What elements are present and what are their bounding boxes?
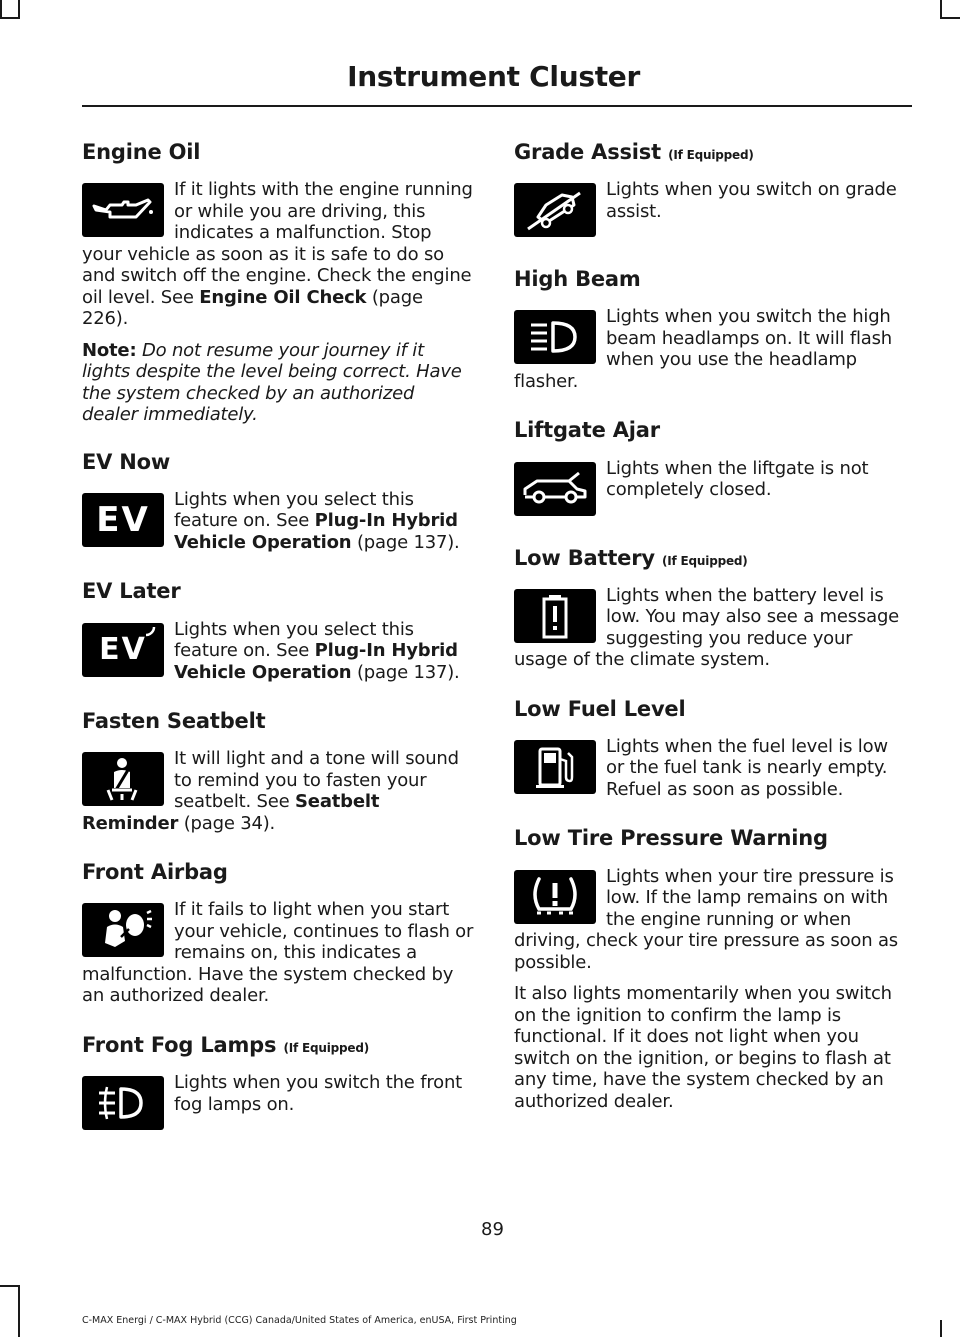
cross-reference-link[interactable]: Seatbelt Reminder — [82, 791, 380, 834]
entry-low-battery — [514, 546, 906, 671]
section-heading: EV Later — [82, 579, 181, 604]
note: Note: Do not resume your journey if it lights despite the level being correct. Have the system checked by an authorized dealer immediately. — [82, 339, 462, 426]
header-rule — [82, 105, 912, 107]
section-heading: Liftgate Ajar — [514, 418, 660, 443]
section-body: Lights when you switch the front fog lamps on. — [174, 1072, 463, 1115]
section-heading: Front Airbag — [82, 860, 228, 885]
right-column — [514, 140, 906, 1138]
section-body: It will light and a tone will sound to remind you to fasten your seatbelt. See Seatbelt Reminder (page 34). — [82, 748, 459, 834]
section-heading: Low Fuel Level — [514, 696, 686, 721]
low-battery-icon — [514, 589, 596, 643]
section-heading: High Beam — [514, 267, 641, 292]
entry-grade-assist — [514, 140, 906, 241]
oil-can-icon — [82, 183, 164, 237]
section-heading: Grade Assist (If Equipped) — [514, 140, 754, 164]
section-body: Lights when the battery level is low. You may also see a message suggesting you reduce your usage of the climate system. — [514, 584, 900, 671]
page-title: Instrument Cluster — [347, 60, 640, 93]
entry-engine-oil — [82, 140, 474, 426]
crop-mark — [940, 0, 942, 17]
section-heading: EV Now — [82, 449, 171, 474]
footer-text: C-MAX Energi / C-MAX Hybrid (CCG) Canada/United States of America, enUSA, First Printing — [82, 1315, 517, 1326]
entry-ev-now — [82, 450, 474, 554]
crop-mark — [18, 0, 20, 17]
cross-reference-link[interactable]: Engine Oil Check — [199, 286, 367, 308]
entry-high-beam — [514, 267, 906, 392]
entry-ev-later — [82, 579, 474, 683]
section-body: Lights when you select this feature on. See Plug-In Hybrid Vehicle Operation (page 137). — [174, 488, 460, 553]
section-heading: Low Battery (If Equipped) — [514, 545, 748, 570]
ev-icon: EV — [82, 493, 164, 547]
airbag-icon — [82, 903, 164, 957]
crop-mark — [18, 1285, 20, 1337]
seatbelt-icon — [82, 752, 164, 806]
section-body: If it lights with the engine running or while you are driving, this indicates a malfunction. Stop your vehicle as soon as it is safe to do so and switch off the engine. Check the engine oil level. See Engine Oil Check (page 226). — [82, 179, 473, 330]
entry-front-airbag — [82, 860, 474, 1007]
crop-mark — [940, 1320, 942, 1337]
section-body: Lights when you select this feature on. See Plug-In Hybrid Vehicle Operation (page 137). — [174, 618, 460, 683]
entry-front-fog-lamps — [82, 1033, 474, 1134]
crop-mark — [0, 1285, 20, 1287]
high-beam-icon — [514, 310, 596, 364]
crop-mark — [0, 17, 20, 19]
entry-liftgate-ajar — [514, 418, 906, 519]
crop-mark — [940, 17, 960, 19]
liftgate-ajar-icon — [514, 462, 596, 516]
page-number: 89 — [481, 1219, 504, 1240]
entry-low-fuel — [514, 697, 906, 801]
section-body: Lights when you switch the high beam headlamps on. It will flash when you use the headlamp flasher. — [514, 306, 892, 392]
tire-pressure-icon — [514, 870, 596, 924]
cross-reference-link[interactable]: Plug-In Hybrid Vehicle Operation — [174, 510, 458, 553]
section-body: Lights when your tire pressure is low. If the lamp remains on with the engine running or when driving, check your tire pressure as soon as possible. — [514, 865, 898, 973]
crop-mark — [0, 0, 2, 17]
left-column — [82, 140, 474, 1160]
section-heading: Engine Oil — [82, 140, 201, 164]
section-body: It also lights momentarily when you switch on the ignition to confirm the lamp is functional. If it does not light when you switch on the ignition, or begins to flash at any time, have the system checked by an authorized dealer. — [514, 983, 892, 1112]
section-heading: Fasten Seatbelt — [82, 709, 266, 734]
section-heading: Front Fog Lamps (If Equipped) — [82, 1032, 370, 1057]
grade-assist-icon — [514, 183, 596, 237]
section-body: Lights when the fuel level is low or the fuel tank is nearly empty. Refuel as soon as possible. — [606, 735, 888, 800]
section-body: If it fails to light when you start your vehicle, continues to flash or remains on, this indicates a malfunction. Have the system checked by an authorized dealer. — [82, 899, 474, 1007]
entry-fasten-seatbelt — [82, 709, 474, 834]
section-body: Lights when you switch on grade assist. — [606, 179, 897, 222]
entry-low-tire-pressure — [514, 826, 906, 1112]
section-heading: Low Tire Pressure Warning — [514, 826, 828, 851]
ev-later-icon: EV — [82, 623, 164, 677]
cross-reference-link[interactable]: Plug-In Hybrid Vehicle Operation — [174, 640, 458, 683]
fuel-pump-icon — [514, 740, 596, 794]
front-fog-lamp-icon — [82, 1076, 164, 1130]
section-body: Lights when the liftgate is not completely closed. — [606, 457, 869, 501]
